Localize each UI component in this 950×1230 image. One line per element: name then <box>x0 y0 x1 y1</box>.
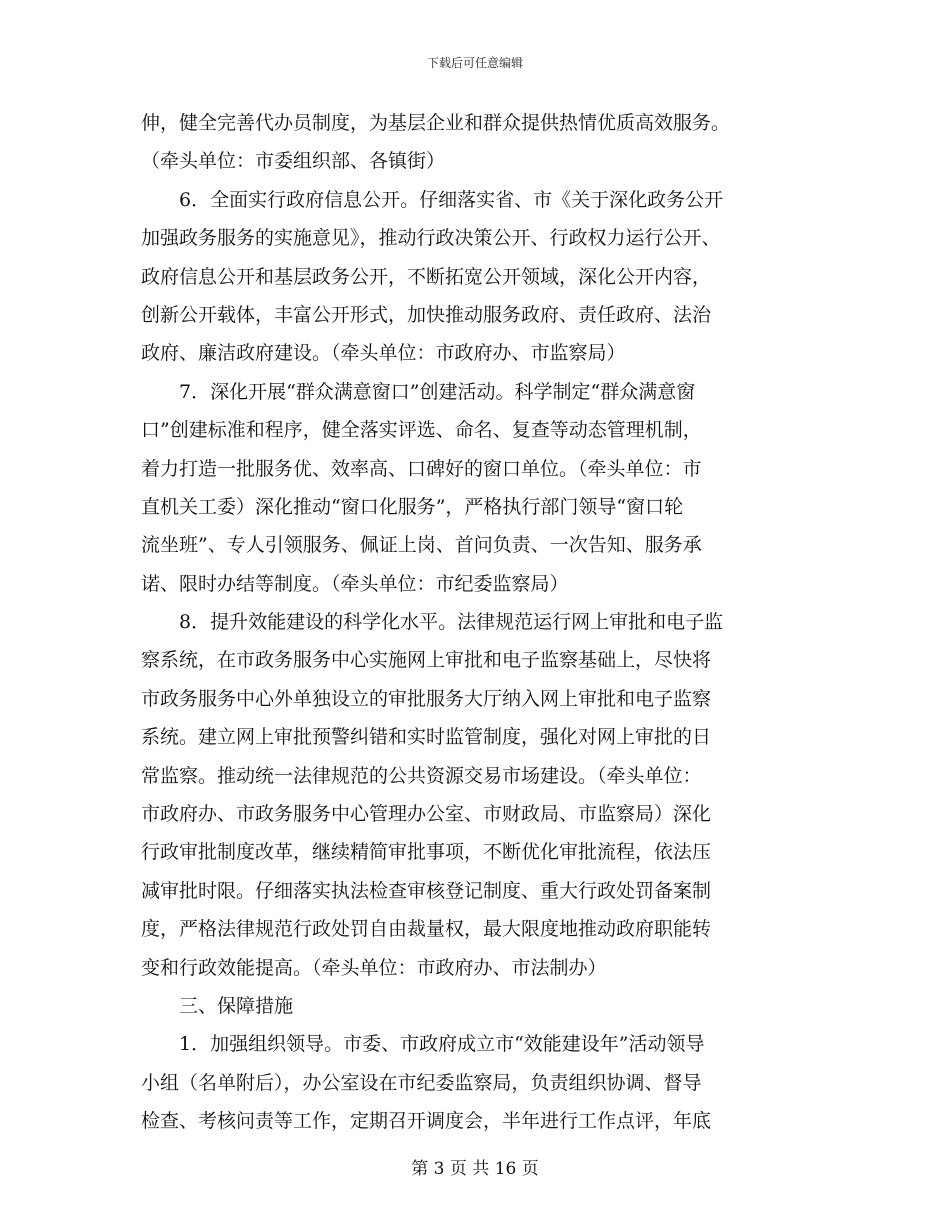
text-line: 行政审批制度改革，继续精简审批事项，不断优化审批流程，依法压 <box>141 841 712 864</box>
text-line: 着力打造一批服务优、效率高、口碑好的窗口单位。（牵头单位：市 <box>141 457 702 480</box>
text-line: 创新公开载体，丰富公开形式，加快推动服务政府、责任政府、法治 <box>141 303 712 326</box>
section-heading: 三、保障措施 <box>179 994 294 1017</box>
text-line: 察系统，在市政务服务中心实施网上审批和电子监察基础上，尽快将 <box>141 649 712 672</box>
text-line: 系统。建立网上审批预警纠错和实时监管制度，强化对网上审批的日 <box>141 726 712 749</box>
text-line: 加强政务服务的实施意见》，推动行政决策公开、行政权力运行公开、 <box>141 227 721 250</box>
text-line: 伸，健全完善代办员制度，为基层企业和群众提供热情优质高效服务。 <box>141 112 731 134</box>
paragraph-start-line: 8．提升效能建设的科学化水平。法律规范运行网上审批和电子监 <box>179 611 724 634</box>
text-line: 度，严格法律规范行政处罚自由裁量权，最大限度地推动政府职能转 <box>141 918 712 941</box>
text-line: 政府、廉洁政府建设。（牵头单位：市政府办、市监察局） <box>141 342 626 365</box>
text-line: 市政府办、市政务服务中心管理办公室、市财政局、市监察局）深化 <box>141 803 712 826</box>
text-line: 小组（名单附后），办公室设在市纪委监察局，负责组织协调、督导 <box>141 1071 702 1094</box>
text-line: 政府信息公开和基层政务公开，不断拓宽公开领域，深化公开内容， <box>141 265 712 288</box>
text-line: 流坐班”、专人引领服务、佩证上岗、首问负责、一次告知、服务承 <box>141 534 702 557</box>
text-line: 诺、限时办结等制度。（牵头单位：市纪委监察局） <box>141 572 569 595</box>
paragraph-start-line: 1．加强组织领导。市委、市政府成立市“效能建设年”活动领导 <box>179 1033 705 1056</box>
paragraph-start-line: 7．深化开展“群众满意窗口”创建活动。科学制定“群众满意窗 <box>179 380 696 403</box>
text-line: 减审批时限。仔细落实执法检查审核登记制度、重大行政处罚备案制 <box>141 879 712 902</box>
text-line: 直机关工委）深化推动“窗口化服务”，严格执行部门领导“窗口轮 <box>141 495 684 518</box>
page-number-footer: 第 3 页 共 16 页 <box>411 1159 539 1179</box>
text-line: 检查、考核问责等工作，定期召开调度会，半年进行工作点评，年底 <box>141 1110 712 1133</box>
document-body <box>141 104 809 1141</box>
text-line: 口”创建标准和程序，健全落实评选、命名、复查等动态管理机制， <box>141 419 702 442</box>
text-line: 市政务服务中心外单独设立的审批服务大厅纳入网上审批和电子监察 <box>141 687 712 710</box>
paragraph-start-line: 6．全面实行政府信息公开。仔细落实省、市《关于深化政务公开 <box>179 188 724 211</box>
text-line: （牵头单位：市委组织部、各镇街） <box>141 150 446 173</box>
text-line: 变和行政效能提高。（牵头单位：市政府办、市法制办） <box>141 956 607 979</box>
page-header: 下载后可任意编辑 <box>426 56 523 70</box>
text-line: 常监察。推动统一法律规范的公共资源交易市场建设。（牵头单位： <box>141 764 702 787</box>
